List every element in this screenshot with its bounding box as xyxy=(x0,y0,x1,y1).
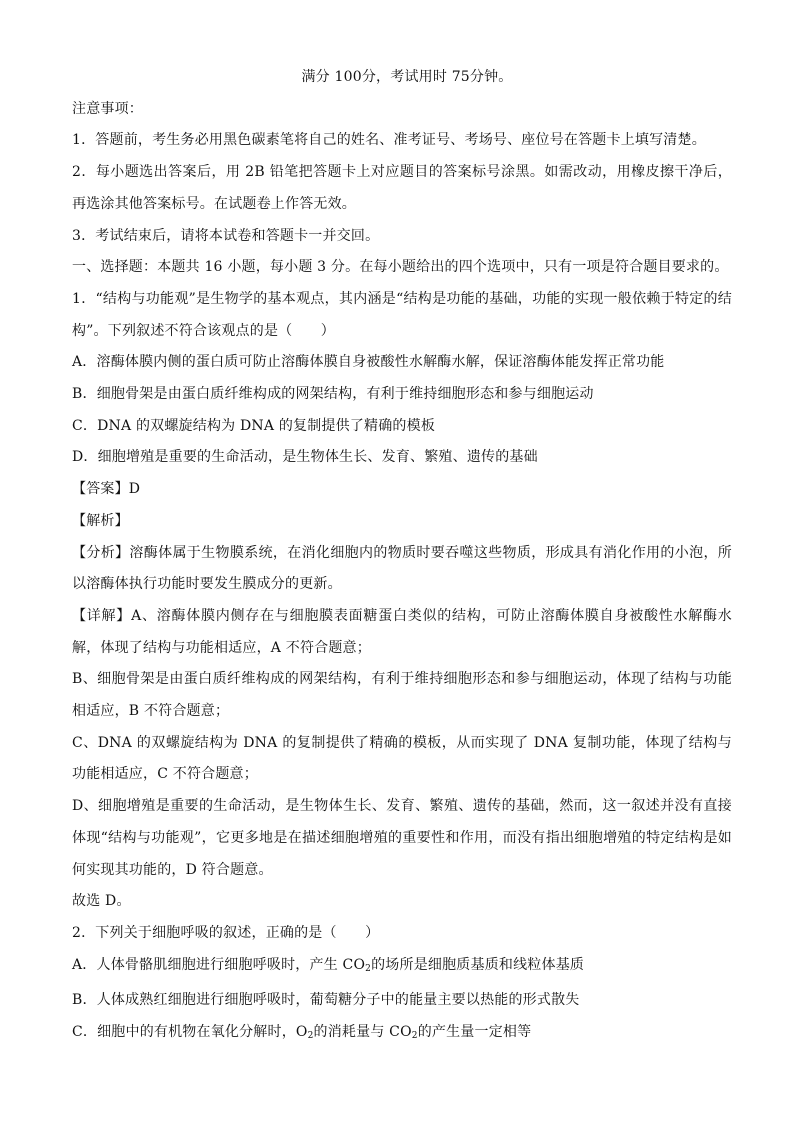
analysis-fenxi: 【分析】溶酶体属于生物膜系统，在消化细胞内的物质时要吞噬这些物质，形成具有消化作用的小泡，所以溶酶体执行功能时要发生膜成分的更新。 xyxy=(72,544,732,593)
question-1-option-d: D．细胞增殖是重要的生命活动，是生物体生长、发育、繁殖、遗传的基础 xyxy=(72,449,538,466)
question-2-stem: 2．下列关于细胞呼吸的叙述，正确的是（ ） xyxy=(72,924,380,941)
conclusion: 故选 D。 xyxy=(72,893,131,910)
note-item-3: 3．考试结束后，请将本试卷和答题卡一并交回。 xyxy=(72,227,380,244)
subscript-2: 2 xyxy=(411,1031,418,1042)
question-2-option-b: B．人体成熟红细胞进行细胞呼吸时，葡萄糖分子中的能量主要以热能的形式散失 xyxy=(72,992,580,1009)
exam-page xyxy=(72,62,732,1053)
notes-title: 注意事项： xyxy=(72,100,143,117)
question-1-option-c: C．DNA 的双螺旋结构为 DNA 的复制提供了精确的模板 xyxy=(72,417,436,434)
note-item-1: 1．答题前，考生务必用黑色碳素笔将自己的姓名、准考证号、考场号、座位号在答题卡上填写清楚。 xyxy=(72,132,706,149)
q2-option-c-text-2: 的消耗量与 CO xyxy=(313,1024,412,1041)
q2-option-c-text: C．细胞中的有机物在氧化分解时，O xyxy=(72,1024,308,1041)
question-1-option-a: A．溶酶体膜内侧的蛋白质可防止溶酶体膜自身被酸性水解酶水解，保证溶酶体能发挥正常功能 xyxy=(72,354,665,371)
subscript-2: 2 xyxy=(307,1031,314,1042)
q2-option-a-text: A．人体骨骼肌细胞进行细胞呼吸时，产生 CO xyxy=(72,956,366,973)
analysis-detail-c: C、DNA 的双螺旋结构为 DNA 的复制提供了精确的模板，从而实现了 DNA 复制功能，体现了结构与功能相适应，C 不符合题意； xyxy=(72,734,732,783)
score-time-line: 满分 100分，考试用时 75分钟。 xyxy=(301,69,513,85)
question-1-stem: 1．“结构与功能观”是生物学的基本观点，其内涵是“结构是功能的基础，功能的实现一般依赖于特定的结构”。下列叙述不符合该观点的是（ ） xyxy=(72,290,732,339)
section-1-title: 一、选择题：本题共 16 小题，每小题 3 分。在每小题给出的四个选项中，只有一项是符合题目要求的。 xyxy=(72,259,729,276)
analysis-label: 【解析】 xyxy=(72,512,129,529)
answer-label: 【答案】D xyxy=(72,481,141,498)
analysis-detail-d: D、细胞增殖是重要的生命活动，是生物体生长、发育、繁殖、遗传的基础，然而，这一叙述并没有直接体现“结构与功能观”，它更多地是在描述细胞增殖的重要性和作用，而没有指出细胞增殖的特定结构是如何实现其功能的，D 符合题意。 xyxy=(72,798,732,878)
analysis-detail-b: B、细胞骨架是由蛋白质纤维构成的网架结构，有利于维持细胞形态和参与细胞运动，体现了结构与功能相适应，B 不符合题意； xyxy=(72,671,732,720)
question-2-option-a xyxy=(72,950,732,986)
question-1-option-b: B．细胞骨架是由蛋白质纤维构成的网架结构，有利于维持细胞形态和参与细胞运动 xyxy=(72,386,594,403)
q2-option-a-text-2: 的场所是细胞质基质和线粒体基质 xyxy=(371,956,585,973)
analysis-detail-a: 【详解】A、溶酶体膜内侧存在与细胞膜表面糖蛋白类似的结构，可防止溶酶体膜自身被酸性水解酶水解，体现了结构与功能相适应，A 不符合题意； xyxy=(72,607,732,656)
note-item-2: 2．每小题选出答案后，用 2B 铅笔把答题卡上对应题目的答案标号涂黑。如需改动，用橡皮擦干净后，再选涂其他答案标号。在试题卷上作答无效。 xyxy=(72,164,732,212)
q2-option-c-text-3: 的产生量一定相等 xyxy=(417,1024,532,1041)
question-2-option-c xyxy=(72,1017,732,1053)
subscript-2: 2 xyxy=(365,963,372,974)
